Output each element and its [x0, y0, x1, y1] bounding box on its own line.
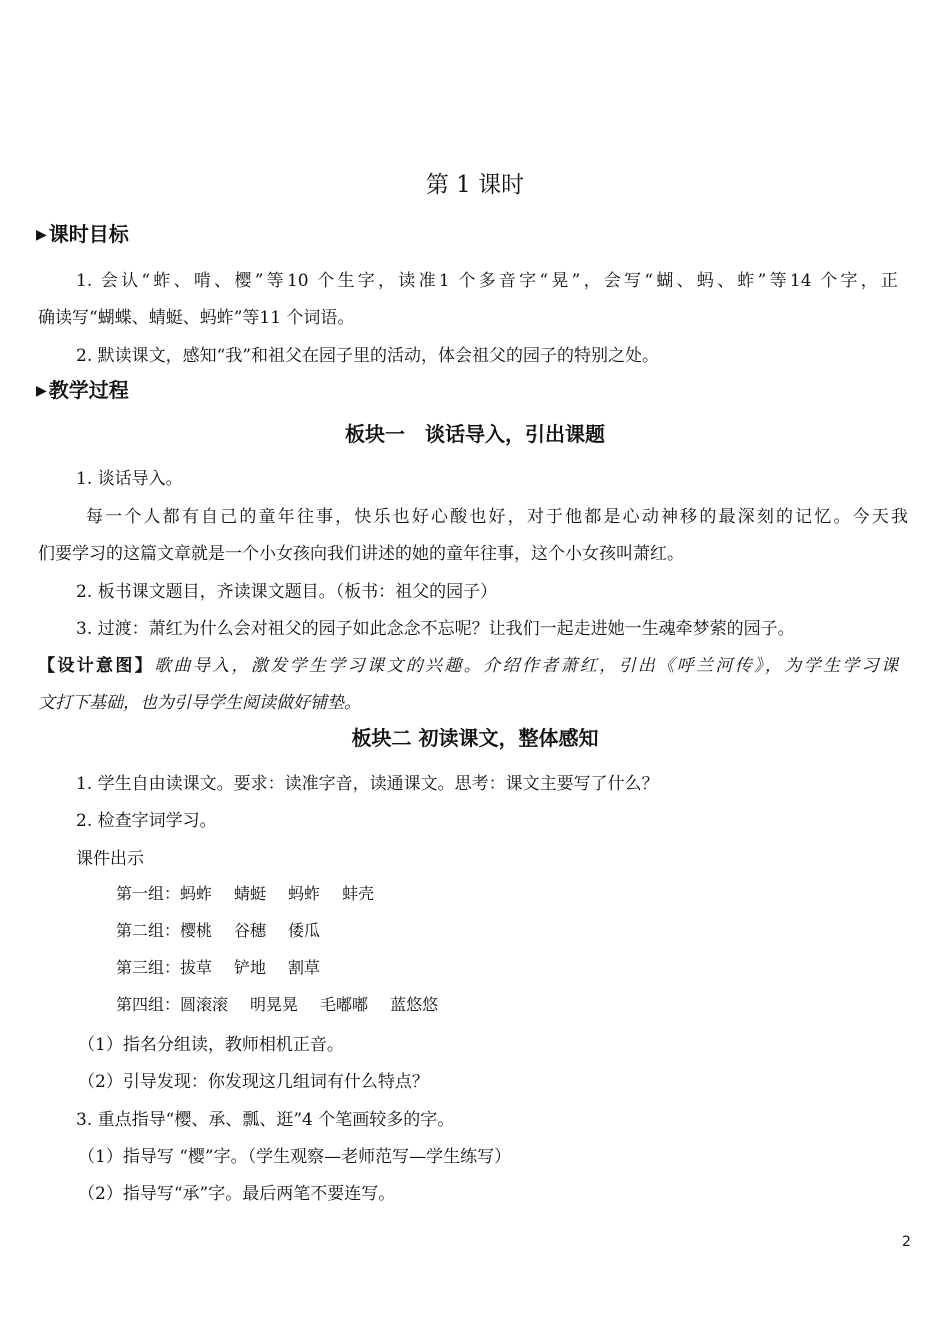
word-item: 铲地 [234, 958, 267, 977]
design-intent-tag: 【设计意图】 [38, 656, 155, 676]
word-group-4 [116, 992, 460, 1015]
block2-sub3: （1）指导写 “樱”字。（学生观察—老师范写—学生练写） [78, 1147, 512, 1167]
word-group-2 [116, 918, 342, 941]
triangle-bullet-icon: ▶ [36, 227, 47, 243]
block1-item3: 3. 过渡：萧红为什么会对祖父的园子如此念念不忘呢？让我们一起走进她一生魂牵梦萦的园子。 [76, 619, 795, 639]
word-item: 倭瓜 [288, 921, 321, 940]
block2-heading: 板块二 初读课文，整体感知 [351, 726, 599, 750]
block1-para1-line1: 每一个人都有自己的童年往事，快乐也好心酸也好，对于他都是心动神移的最深刻的记忆。今天我 [86, 507, 908, 527]
goal-line-1: 1. 会认“蚱、啃、樱”等10 个生字，读准1 个多音字“晃”，会写“蝴、蚂、蚱”等14 个字，正 [76, 271, 898, 291]
section-goals-label: 课时目标 [48, 222, 129, 246]
word-item: 拔草 [180, 958, 213, 977]
goal-line-2: 确读写“蝴蝶、蜻蜓、蚂蚱”等11 个词语。 [38, 308, 355, 328]
word-item: 圆滚滚 [180, 995, 229, 1014]
group-label: 第一组： [116, 884, 181, 903]
word-group-1 [116, 881, 396, 904]
group-label: 第三组： [116, 958, 181, 977]
section-process-label: 教学过程 [48, 378, 129, 402]
block1-item1: 1. 谈话导入。 [76, 469, 183, 489]
block2-sub4: （2）指导写“承”字。最后两笔不要连写。 [78, 1184, 396, 1204]
design-intent-line2: 文打下基础，也为引导学生阅读做好铺垫。 [38, 693, 361, 713]
block2-sub2: （2）引导发现：你发现这几组词有什么特点？ [78, 1072, 429, 1092]
goal-line-3: 2. 默读课文，感知“我”和祖父在园子里的活动，体会祖父的园子的特别之处。 [76, 346, 660, 366]
courseware-label: 课件出示 [76, 849, 144, 869]
design-intent-text1: 歌曲导入，激发学生学习课文的兴趣。介绍作者萧红，引出《呼兰河传》，为学生学习课 [154, 656, 899, 676]
block2-item1: 1. 学生自由读课文。要求：读准字音，读通课文。思考：课文主要写了什么？ [76, 774, 659, 794]
group-label: 第四组： [116, 995, 181, 1014]
word-item: 蚌壳 [342, 884, 375, 903]
block2-item3: 3. 重点指导“樱、承、瓢、逛”4 个笔画较多的字。 [76, 1110, 455, 1130]
design-intent-line1 [38, 651, 898, 676]
word-item: 蜻蜓 [234, 884, 267, 903]
word-item: 明晃晃 [250, 995, 299, 1014]
word-item: 蓝悠悠 [390, 995, 439, 1014]
block1-para1-line2: 们要学习的这篇文章就是一个小女孩向我们讲述的她的童年往事，这个小女孩叫萧红。 [38, 544, 684, 564]
word-item: 割草 [288, 958, 321, 977]
word-item: 蚂蚱 [288, 884, 321, 903]
word-item: 谷穗 [234, 921, 267, 940]
word-group-3 [116, 955, 342, 978]
page-title: 第 1 课时 [425, 172, 525, 198]
block1-item2: 2. 板书课文题目，齐读课文题目。（板书：祖父的园子） [76, 582, 498, 602]
section-heading-goals [36, 218, 129, 247]
word-item: 毛嘟嘟 [320, 995, 369, 1014]
block2-item2: 2. 检查字词学习。 [76, 811, 217, 831]
triangle-bullet-icon: ▶ [36, 383, 47, 399]
section-heading-process [36, 374, 129, 403]
block1-heading: 板块一 谈话导入，引出课题 [345, 422, 605, 446]
word-item: 樱桃 [180, 921, 213, 940]
block2-sub1: （1）指名分组读，教师相机正音。 [78, 1035, 344, 1055]
group-label: 第二组： [116, 921, 181, 940]
word-item: 蚂蚱 [180, 884, 213, 903]
page-number: 2 [902, 1234, 911, 1250]
